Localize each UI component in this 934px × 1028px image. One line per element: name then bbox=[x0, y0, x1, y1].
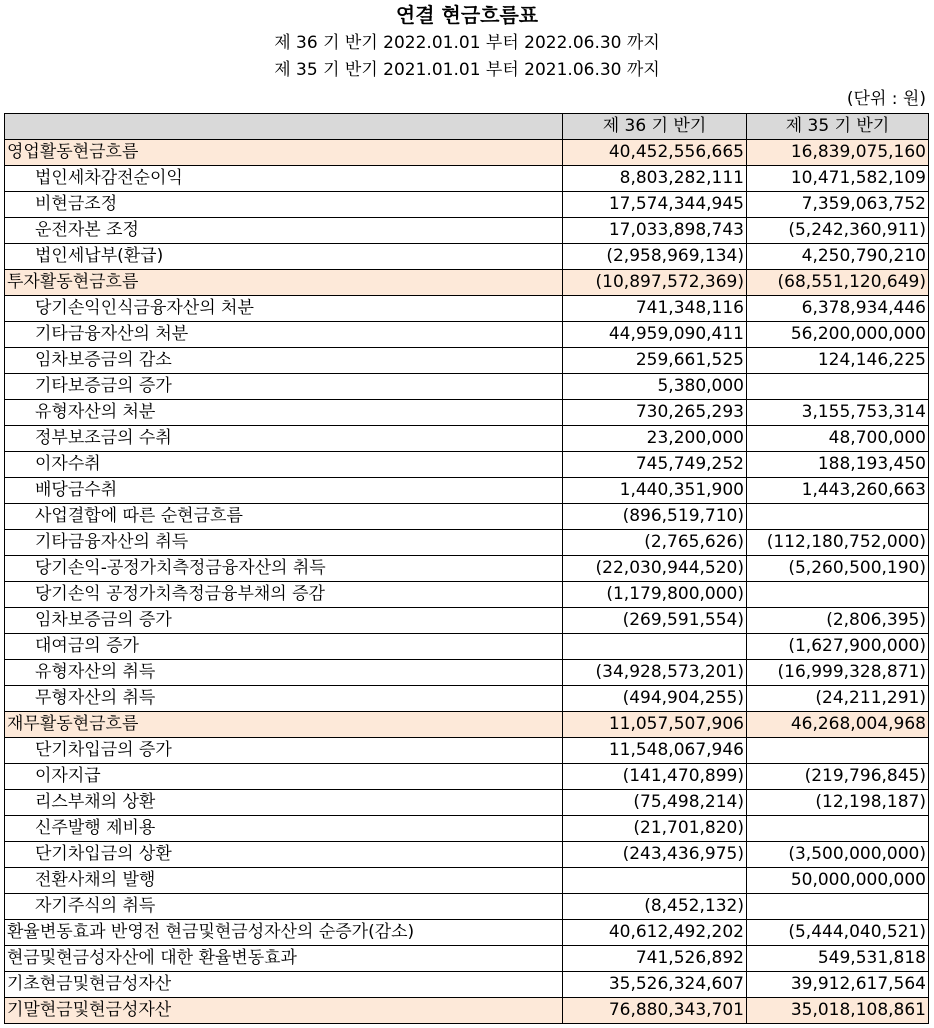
prior-period-value: (5,444,040,521) bbox=[747, 920, 929, 946]
row-label: 기타금융자산의 취득 bbox=[5, 530, 563, 556]
row-label: 신주발행 제비용 bbox=[5, 816, 563, 842]
row-label: 임차보증금의 증가 bbox=[5, 608, 563, 634]
prior-period-value: (1,627,900,000) bbox=[747, 634, 929, 660]
row-label: 단기차입금의 상환 bbox=[5, 842, 563, 868]
table-row bbox=[5, 218, 929, 244]
current-period-value bbox=[563, 634, 747, 660]
current-period-value: 40,612,492,202 bbox=[563, 920, 747, 946]
row-label: 단기차입금의 증가 bbox=[5, 738, 563, 764]
header-current-period: 제 36 기 반기 bbox=[563, 114, 747, 140]
prior-period-value: (24,211,291) bbox=[747, 686, 929, 712]
table-row bbox=[5, 920, 929, 946]
table-row bbox=[5, 582, 929, 608]
current-period-value: 5,380,000 bbox=[563, 374, 747, 400]
table-row bbox=[5, 660, 929, 686]
current-period-value: (75,498,214) bbox=[563, 790, 747, 816]
prior-period-value: (5,260,500,190) bbox=[747, 556, 929, 582]
row-label: 대여금의 증가 bbox=[5, 634, 563, 660]
row-label: 정부보조금의 수취 bbox=[5, 426, 563, 452]
current-period-value: 259,661,525 bbox=[563, 348, 747, 374]
table-row bbox=[5, 270, 929, 296]
prior-period-value: 188,193,450 bbox=[747, 452, 929, 478]
current-period-value: (10,897,572,369) bbox=[563, 270, 747, 296]
table-row bbox=[5, 400, 929, 426]
current-period-value: (896,519,710) bbox=[563, 504, 747, 530]
prior-period-value: 4,250,790,210 bbox=[747, 244, 929, 270]
prior-period-value bbox=[747, 582, 929, 608]
table-row bbox=[5, 166, 929, 192]
prior-period-value: (2,806,395) bbox=[747, 608, 929, 634]
row-label: 현금및현금성자산에 대한 환율변동효과 bbox=[5, 946, 563, 972]
unit-label: (단위 : 원) bbox=[846, 89, 926, 109]
table-row bbox=[5, 556, 929, 582]
current-period-value: 11,548,067,946 bbox=[563, 738, 747, 764]
row-label: 환율변동효과 반영전 현금및현금성자산의 순증가(감소) bbox=[5, 920, 563, 946]
row-label: 무형자산의 취득 bbox=[5, 686, 563, 712]
current-period-value: (21,701,820) bbox=[563, 816, 747, 842]
row-label: 법인세차감전순이익 bbox=[5, 166, 563, 192]
table-row bbox=[5, 452, 929, 478]
current-period-value: 11,057,507,906 bbox=[563, 712, 747, 738]
prior-period-value: 16,839,075,160 bbox=[747, 140, 929, 166]
current-period-value: 17,574,344,945 bbox=[563, 192, 747, 218]
row-label: 리스부채의 상환 bbox=[5, 790, 563, 816]
table-row bbox=[5, 946, 929, 972]
row-label: 비현금조정 bbox=[5, 192, 563, 218]
table-row bbox=[5, 764, 929, 790]
row-label: 이자지급 bbox=[5, 764, 563, 790]
prior-period-value: 56,200,000,000 bbox=[747, 322, 929, 348]
row-label: 기타보증금의 증가 bbox=[5, 374, 563, 400]
prior-period-value: 50,000,000,000 bbox=[747, 868, 929, 894]
current-period-value: 40,452,556,665 bbox=[563, 140, 747, 166]
prior-period-value: 1,443,260,663 bbox=[747, 478, 929, 504]
current-period-value: (8,452,132) bbox=[563, 894, 747, 920]
prior-period-value: 48,700,000 bbox=[747, 426, 929, 452]
prior-period-value: (68,551,120,649) bbox=[747, 270, 929, 296]
table-row bbox=[5, 244, 929, 270]
current-period-value: (2,958,969,134) bbox=[563, 244, 747, 270]
current-period-value: (243,436,975) bbox=[563, 842, 747, 868]
period-prior: 제 35 기 반기 2021.01.01 부터 2021.06.30 까지 bbox=[274, 60, 660, 80]
table-row bbox=[5, 192, 929, 218]
prior-period-value: (3,500,000,000) bbox=[747, 842, 929, 868]
current-period-value: (269,591,554) bbox=[563, 608, 747, 634]
current-period-value: 745,749,252 bbox=[563, 452, 747, 478]
row-label: 임차보증금의 감소 bbox=[5, 348, 563, 374]
current-period-value: 17,033,898,743 bbox=[563, 218, 747, 244]
table-body bbox=[5, 140, 929, 1024]
header-label-cell bbox=[5, 114, 563, 140]
current-period-value: 8,803,282,111 bbox=[563, 166, 747, 192]
row-label: 투자활동현금흐름 bbox=[5, 270, 563, 296]
prior-period-value: (16,999,328,871) bbox=[747, 660, 929, 686]
current-period-value: 741,526,892 bbox=[563, 946, 747, 972]
prior-period-value: (112,180,752,000) bbox=[747, 530, 929, 556]
table-row bbox=[5, 634, 929, 660]
current-period-value: (141,470,899) bbox=[563, 764, 747, 790]
row-label: 전환사채의 발행 bbox=[5, 868, 563, 894]
row-label: 재무활동현금흐름 bbox=[5, 712, 563, 738]
prior-period-value: 7,359,063,752 bbox=[747, 192, 929, 218]
row-label: 유형자산의 처분 bbox=[5, 400, 563, 426]
table-row bbox=[5, 296, 929, 322]
prior-period-value: 46,268,004,968 bbox=[747, 712, 929, 738]
current-period-value: 35,526,324,607 bbox=[563, 972, 747, 998]
current-period-value: 741,348,116 bbox=[563, 296, 747, 322]
table-row bbox=[5, 972, 929, 998]
table-row bbox=[5, 322, 929, 348]
table-row bbox=[5, 842, 929, 868]
current-period-value: (494,904,255) bbox=[563, 686, 747, 712]
row-label: 기말현금및현금성자산 bbox=[5, 998, 563, 1024]
table-row bbox=[5, 478, 929, 504]
table-row bbox=[5, 816, 929, 842]
prior-period-value: (12,198,187) bbox=[747, 790, 929, 816]
prior-period-value: (219,796,845) bbox=[747, 764, 929, 790]
period-current: 제 36 기 반기 2022.01.01 부터 2022.06.30 까지 bbox=[274, 33, 660, 53]
prior-period-value: 124,146,225 bbox=[747, 348, 929, 374]
row-label: 이자수취 bbox=[5, 452, 563, 478]
row-label: 유형자산의 취득 bbox=[5, 660, 563, 686]
table-row bbox=[5, 348, 929, 374]
prior-period-value: 39,912,617,564 bbox=[747, 972, 929, 998]
prior-period-value: 3,155,753,314 bbox=[747, 400, 929, 426]
table-row bbox=[5, 426, 929, 452]
row-label: 당기손익-공정가치측정금융자산의 취득 bbox=[5, 556, 563, 582]
current-period-value: (2,765,626) bbox=[563, 530, 747, 556]
table-row bbox=[5, 998, 929, 1024]
table-row bbox=[5, 738, 929, 764]
current-period-value: 730,265,293 bbox=[563, 400, 747, 426]
row-label: 자기주식의 취득 bbox=[5, 894, 563, 920]
prior-period-value: 35,018,108,861 bbox=[747, 998, 929, 1024]
table-header-row bbox=[5, 114, 929, 140]
prior-period-value: 549,531,818 bbox=[747, 946, 929, 972]
table-row bbox=[5, 686, 929, 712]
row-label: 법인세납부(환급) bbox=[5, 244, 563, 270]
row-label: 당기손익 공정가치측정금융부채의 증감 bbox=[5, 582, 563, 608]
table-row bbox=[5, 530, 929, 556]
current-period-value: (34,928,573,201) bbox=[563, 660, 747, 686]
current-period-value: 1,440,351,900 bbox=[563, 478, 747, 504]
table-row bbox=[5, 504, 929, 530]
statement-title: 연결 현금흐름표 bbox=[395, 3, 539, 27]
current-period-value: 23,200,000 bbox=[563, 426, 747, 452]
prior-period-value: 10,471,582,109 bbox=[747, 166, 929, 192]
prior-period-value bbox=[747, 816, 929, 842]
row-label: 기초현금및현금성자산 bbox=[5, 972, 563, 998]
prior-period-value bbox=[747, 374, 929, 400]
table-row bbox=[5, 712, 929, 738]
prior-period-value bbox=[747, 504, 929, 530]
current-period-value: (1,179,800,000) bbox=[563, 582, 747, 608]
row-label: 영업활동현금흐름 bbox=[5, 140, 563, 166]
current-period-value: (22,030,944,520) bbox=[563, 556, 747, 582]
table-row bbox=[5, 868, 929, 894]
table-row bbox=[5, 790, 929, 816]
table-row bbox=[5, 894, 929, 920]
current-period-value bbox=[563, 868, 747, 894]
row-label: 당기손익인식금융자산의 처분 bbox=[5, 296, 563, 322]
table-row bbox=[5, 140, 929, 166]
prior-period-value bbox=[747, 738, 929, 764]
row-label: 사업결합에 따른 순현금흐름 bbox=[5, 504, 563, 530]
prior-period-value bbox=[747, 894, 929, 920]
table-row bbox=[5, 374, 929, 400]
prior-period-value: 6,378,934,446 bbox=[747, 296, 929, 322]
table-row bbox=[5, 608, 929, 634]
current-period-value: 44,959,090,411 bbox=[563, 322, 747, 348]
row-label: 배당금수취 bbox=[5, 478, 563, 504]
cash-flow-table bbox=[4, 113, 929, 1024]
row-label: 운전자본 조정 bbox=[5, 218, 563, 244]
row-label: 기타금융자산의 처분 bbox=[5, 322, 563, 348]
header-prior-period: 제 35 기 반기 bbox=[747, 114, 929, 140]
prior-period-value: (5,242,360,911) bbox=[747, 218, 929, 244]
current-period-value: 76,880,343,701 bbox=[563, 998, 747, 1024]
